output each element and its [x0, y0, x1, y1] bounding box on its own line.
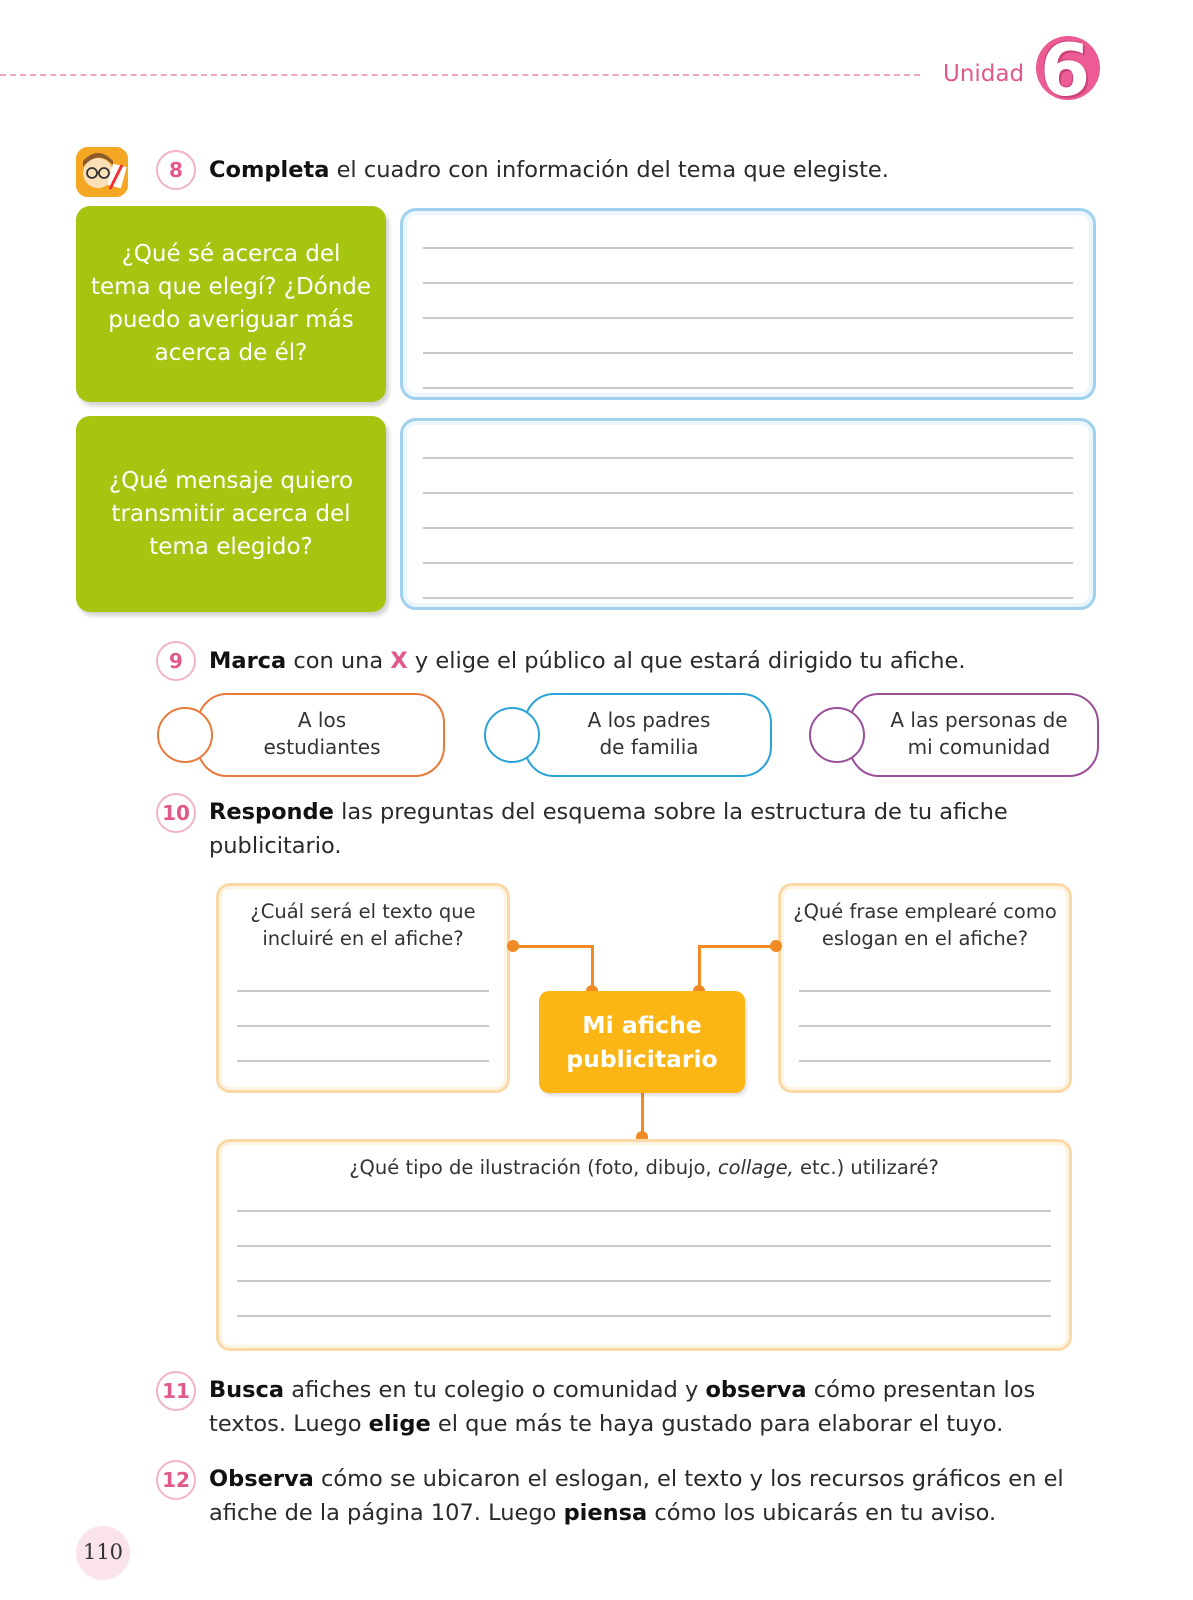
activity-11-instruction: Busca afiches en tu colegio o comunidad y observa cómo presentan los textos. Luego elige el que más te haya gustado para elaborar el tuyo. [209, 1377, 1036, 1437]
unit-number: 6 [1040, 28, 1091, 112]
scheme-box-illustration[interactable] [216, 1139, 1072, 1351]
scheme-question-text: ¿Cuál será el texto que incluiré en el afiche? [250, 900, 476, 950]
question-box-message: ¿Qué mensaje quiero transmitir acerca del tema elegido? [76, 416, 386, 612]
question-box-topic-knowledge: ¿Qué sé acerca del tema que elegí? ¿Dónde puedo averiguar más acerca de él? [76, 206, 386, 402]
activity-9-number: 9 [156, 641, 196, 681]
student-avatar-icon [76, 147, 128, 197]
activity-12-instruction: Observa cómo se ubicaron el eslogan, el texto y los recursos gráficos en el afiche de la página 107. Luego piensa cómo los ubicarás en tu aviso. [209, 1466, 1064, 1526]
scheme-box-text[interactable] [216, 883, 510, 1093]
scheme-question-slogan: ¿Qué frase emplearé como eslogan en el afiche? [793, 900, 1057, 950]
audience-option-students[interactable]: A los estudiantes [157, 693, 445, 777]
checkbox-circle-students[interactable] [157, 707, 213, 763]
scheme-center-title: Mi afiche publicitario [539, 991, 745, 1093]
activity-9-instruction: Marca con una X y elige el público al que estará dirigido tu afiche. [209, 648, 966, 674]
activity-10-instruction: Responde las preguntas del esquema sobre la estructura de tu afiche publicitario. [209, 799, 1008, 859]
checkbox-circle-parents[interactable] [484, 707, 540, 763]
answer-box-topic-knowledge[interactable] [400, 208, 1096, 400]
unit-label: Unidad [943, 61, 1025, 87]
activity-11-number: 11 [156, 1371, 196, 1411]
audience-option-community[interactable]: A las personas de mi comunidad [809, 693, 1099, 777]
scheme-box-slogan[interactable] [778, 883, 1072, 1093]
activity-8-number: 8 [156, 150, 196, 190]
answer-box-message[interactable] [400, 418, 1096, 610]
scheme-question-illustration: ¿Qué tipo de ilustración (foto, dibujo, collage, etc.) utilizaré? [349, 1156, 939, 1179]
audience-option-parents[interactable]: A los padres de familia [484, 693, 772, 777]
activity-12-number: 12 [156, 1460, 196, 1500]
checkbox-circle-community[interactable] [809, 707, 865, 763]
activity-10-number: 10 [156, 793, 196, 833]
page-number: 110 [82, 1540, 124, 1564]
activity-8-instruction: Completa el cuadro con información del tema que elegiste. [209, 157, 889, 183]
header-dashed-line [0, 74, 920, 76]
